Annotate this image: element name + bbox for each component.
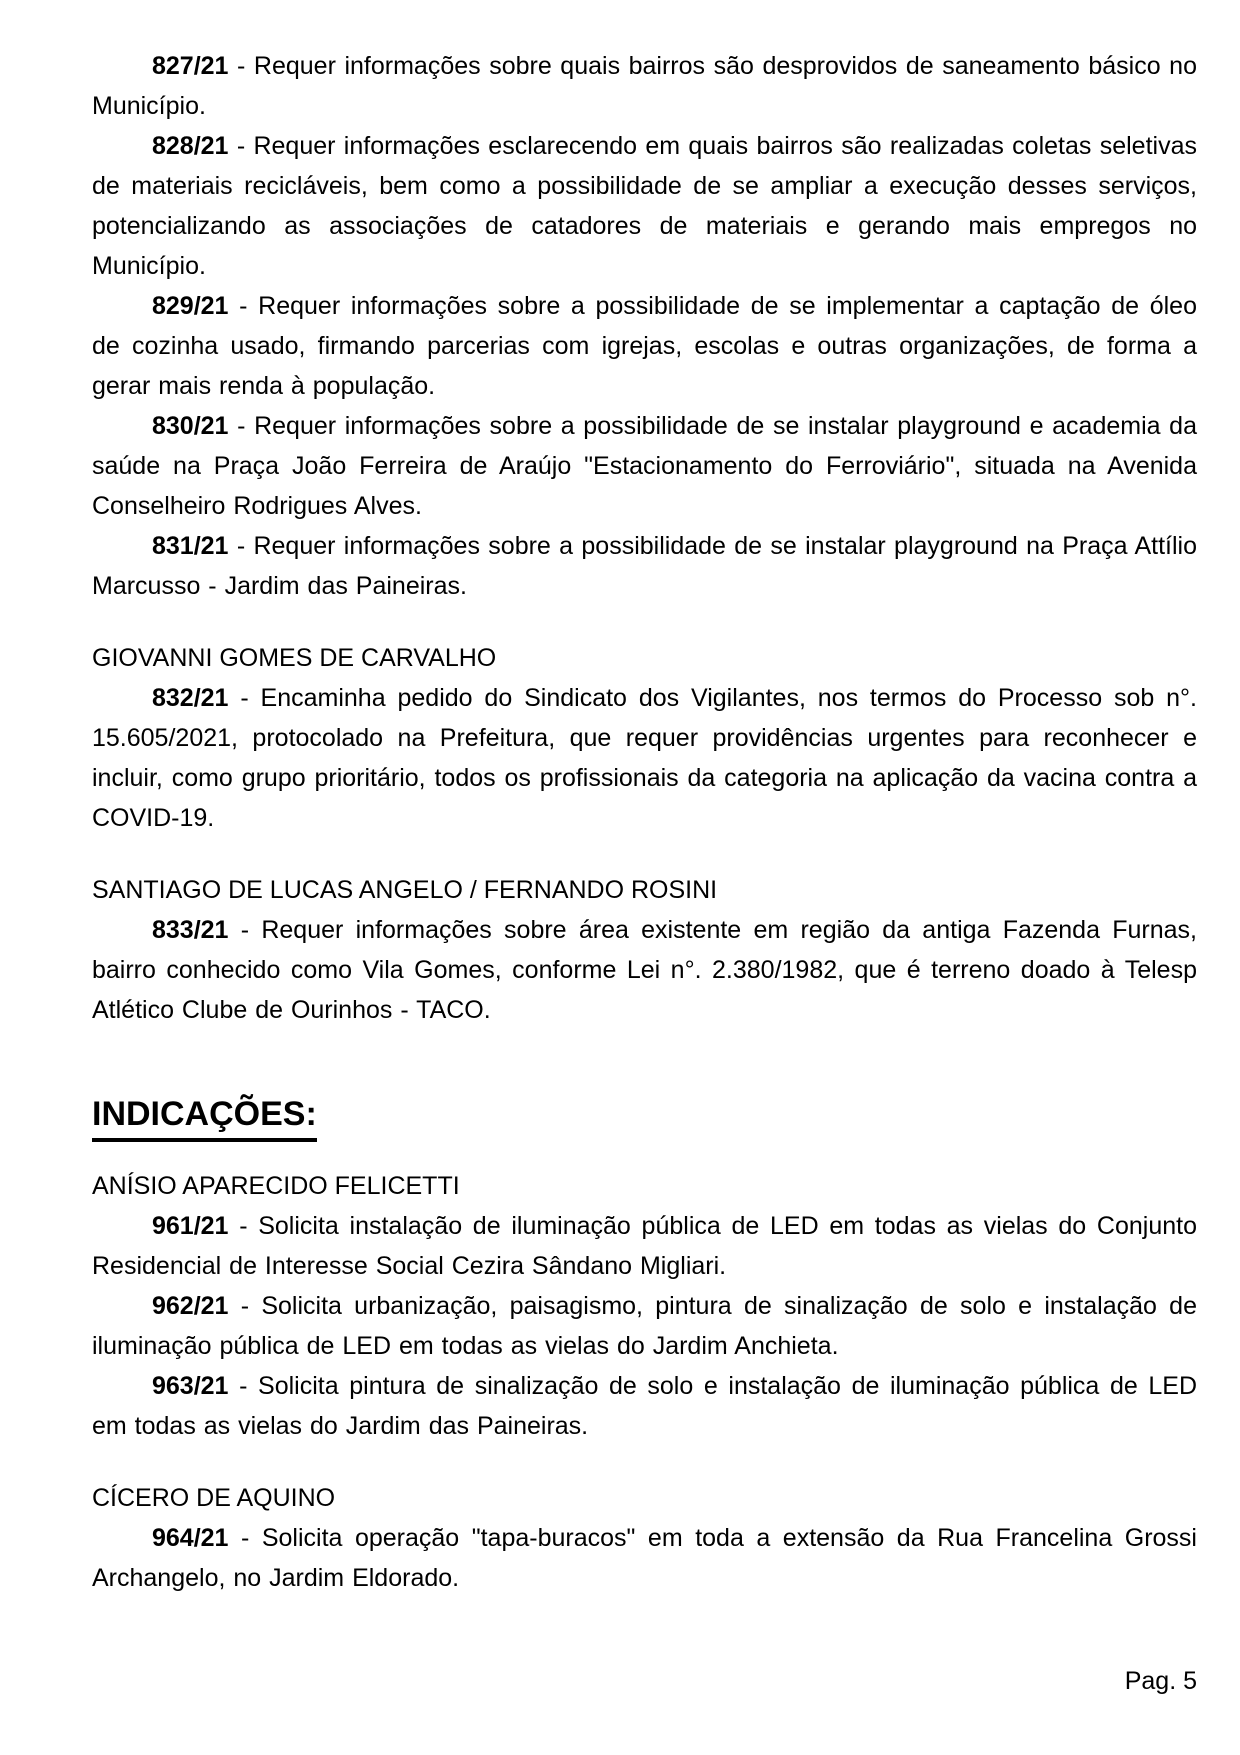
item-number: 963/21 bbox=[152, 1372, 229, 1400]
item-831-21 bbox=[92, 526, 1197, 606]
item-text: - Requer informações sobre a possibilidade de se implementar a captação de óleo de cozinha usado, firmando parcerias com igrejas, escolas e outras organizações, de forma a gerar mais renda à população. bbox=[92, 292, 1197, 400]
item-962-21 bbox=[92, 1286, 1197, 1366]
item-number: 832/21 bbox=[152, 684, 229, 712]
section-title bbox=[92, 1094, 1197, 1134]
author-heading: SANTIAGO DE LUCAS ANGELO / FERNANDO ROSINI bbox=[92, 876, 718, 904]
item-number: 833/21 bbox=[152, 916, 229, 944]
item-number: 961/21 bbox=[152, 1212, 229, 1240]
item-text: - Solicita instalação de iluminação pública de LED em todas as vielas do Conjunto Residencial de Interesse Social Cezira Sândano Migliari. bbox=[92, 1212, 1197, 1280]
item-number: 962/21 bbox=[152, 1292, 229, 1320]
author-heading: GIOVANNI GOMES DE CARVALHO bbox=[92, 644, 497, 672]
item-text: - Requer informações sobre a possibilidade de se instalar playground e academia da saúde na Praça João Ferreira de Araújo "Estacionamento do Ferroviário", situada na Avenida Conselheiro Rodrigues Alves. bbox=[92, 412, 1197, 520]
item-830-21 bbox=[92, 406, 1197, 526]
item-832-21 bbox=[92, 678, 1197, 838]
item-text: - Solicita pintura de sinalização de solo e instalação de iluminação pública de LED em todas as vielas do Jardim das Paineiras. bbox=[92, 1372, 1197, 1440]
author-heading: CÍCERO DE AQUINO bbox=[92, 1484, 336, 1512]
item-961-21 bbox=[92, 1206, 1197, 1286]
item-text: - Encaminha pedido do Sindicato dos Vigilantes, nos termos do Processo sob n°. 15.605/2021, protocolado na Prefeitura, que requer providências urgentes para reconhecer e incluir, como grupo prioritário, todos os profissionais da categoria na aplicação da vacina contra a COVID-19. bbox=[92, 684, 1197, 832]
item-number: 831/21 bbox=[152, 532, 229, 560]
item-number: 828/21 bbox=[152, 132, 229, 160]
item-number: 964/21 bbox=[152, 1524, 229, 1552]
item-number: 827/21 bbox=[152, 52, 229, 80]
item-963-21 bbox=[92, 1366, 1197, 1446]
document-body bbox=[92, 46, 1197, 1598]
item-833-21 bbox=[92, 910, 1197, 1030]
item-number: 830/21 bbox=[152, 412, 229, 440]
item-text: - Requer informações sobre quais bairros são desprovidos de saneamento básico no Município. bbox=[92, 52, 1197, 120]
item-828-21 bbox=[92, 126, 1197, 286]
item-964-21 bbox=[92, 1518, 1197, 1598]
item-text: - Solicita operação "tapa-buracos" em toda a extensão da Rua Francelina Grossi Archangelo, no Jardim Eldorado. bbox=[92, 1524, 1197, 1592]
page-number-label: Pag. 5 bbox=[1124, 1667, 1197, 1695]
item-text: - Requer informações sobre a possibilidade de se instalar playground na Praça Attílio Marcusso - Jardim das Paineiras. bbox=[92, 532, 1198, 600]
item-text: - Solicita urbanização, paisagismo, pintura de sinalização de solo e instalação de iluminação pública de LED em todas as vielas do Jardim Anchieta. bbox=[92, 1292, 1197, 1360]
author-heading: ANÍSIO APARECIDO FELICETTI bbox=[92, 1172, 460, 1200]
item-text: - Requer informações sobre área existente em região da antiga Fazenda Furnas, bairro conhecido como Vila Gomes, conforme Lei n°. 2.380/1982, que é terreno doado à Telesp Atlético Clube de Ourinhos - TACO. bbox=[92, 916, 1198, 1024]
item-text: - Requer informações esclarecendo em quais bairros são realizadas coletas seletivas de materiais recicláveis, bem como a possibilidade de se ampliar a execução desses serviços, potencializando as associações de catadores de materiais e gerando mais empregos no Município. bbox=[92, 132, 1197, 280]
item-827-21 bbox=[92, 46, 1197, 126]
item-number: 829/21 bbox=[152, 292, 229, 320]
section-title-text: INDICAÇÕES: bbox=[92, 1095, 317, 1142]
item-829-21 bbox=[92, 286, 1197, 406]
